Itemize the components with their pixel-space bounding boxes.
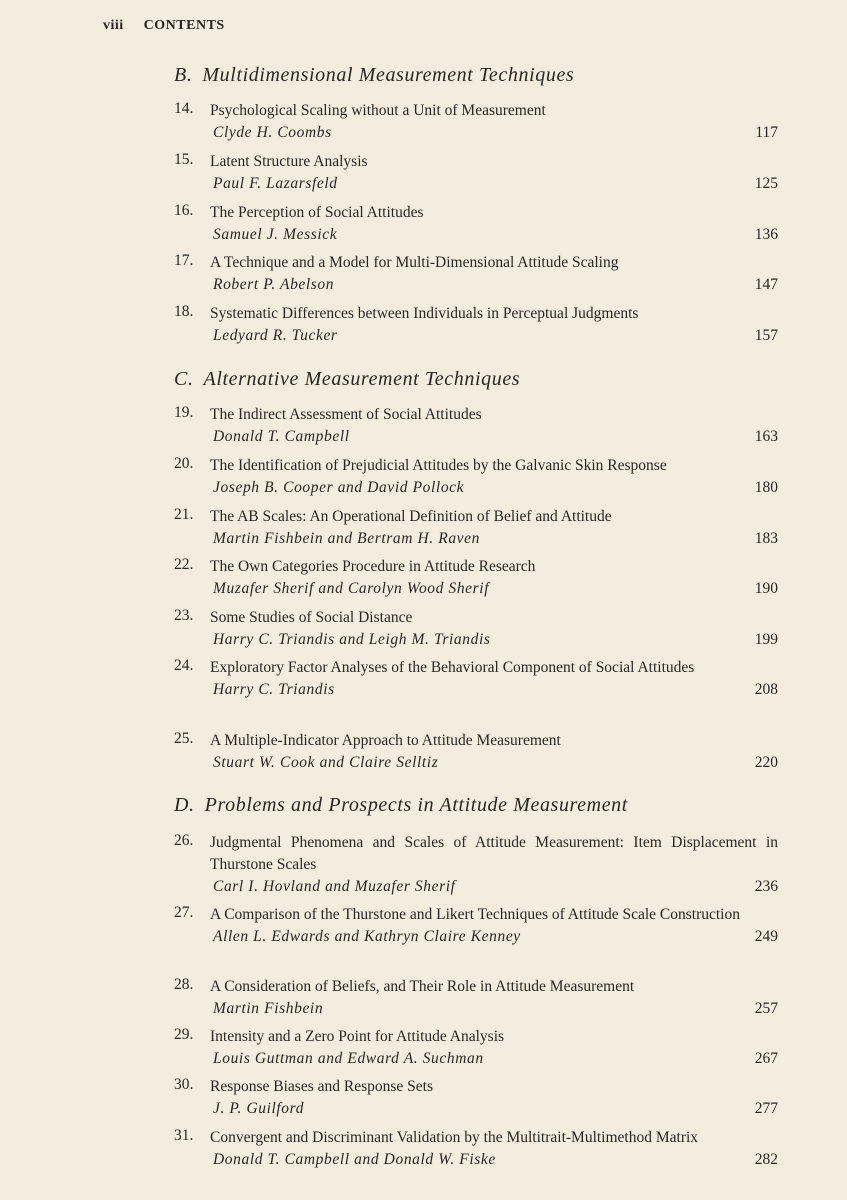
entry-page-number: 147 xyxy=(754,276,778,293)
entry-author-line xyxy=(213,274,778,296)
toc-entry[interactable] xyxy=(174,404,778,448)
entry-page-number: 236 xyxy=(754,878,778,895)
toc-entry[interactable] xyxy=(174,151,778,195)
entry-number: 14. xyxy=(174,100,194,117)
entry-page-number: 257 xyxy=(754,1000,778,1017)
entry-title: Latent Structure Analysis xyxy=(210,153,368,170)
entry-number: 15. xyxy=(174,151,194,168)
entry-page-number: 220 xyxy=(754,754,778,771)
entry-number: 16. xyxy=(174,202,194,219)
entry-number: 18. xyxy=(174,303,194,320)
entry-author: Martin Fishbein and Bertram H. Raven xyxy=(213,530,480,547)
section-title: Alternative Measurement Techniques xyxy=(203,368,521,390)
toc-entry[interactable] xyxy=(174,657,778,701)
toc-entry[interactable] xyxy=(174,252,778,296)
entry-author-line xyxy=(213,224,778,246)
section-letter: D. xyxy=(174,794,195,816)
entry-author: Allen L. Edwards and Kathryn Claire Kenney xyxy=(213,928,521,945)
entry-number: 30. xyxy=(174,1076,194,1093)
entry-author: Martin Fishbein xyxy=(213,1000,324,1017)
entry-author-line xyxy=(213,325,778,347)
section-title: Multidimensional Measurement Techniques xyxy=(202,64,575,86)
toc-entry[interactable] xyxy=(174,976,778,1020)
entry-author: Muzafer Sherif and Carolyn Wood Sherif xyxy=(213,580,490,597)
entry-author-line xyxy=(213,998,778,1020)
entry-page-number: 208 xyxy=(754,681,778,698)
entry-author: Carl I. Hovland and Muzafer Sherif xyxy=(213,878,456,895)
entry-author-line xyxy=(213,578,778,600)
toc-entry[interactable] xyxy=(174,832,778,898)
toc-entry[interactable] xyxy=(174,455,778,499)
entry-title: A Comparison of the Thurstone and Likert Techniques of Attitude Scale Construction xyxy=(210,906,740,923)
entry-author-line xyxy=(213,122,778,144)
entry-title: The Own Categories Procedure in Attitude Research xyxy=(210,558,536,575)
entry-author-line xyxy=(213,752,778,774)
entry-author: Paul F. Lazarsfeld xyxy=(213,175,338,192)
entry-title: Judgmental Phenomena and Scales of Attitude Measurement: Item Displacement in Thurstone Scales xyxy=(210,834,778,873)
entry-author-line xyxy=(213,1048,778,1070)
entry-number: 24. xyxy=(174,657,194,674)
entry-number: 21. xyxy=(174,506,194,523)
entry-title: Convergent and Discriminant Validation by the Multitrait-Multimethod Matrix xyxy=(210,1129,699,1146)
entry-number: 17. xyxy=(174,252,194,269)
toc-entry[interactable] xyxy=(174,202,778,246)
entry-author-line xyxy=(213,1149,778,1171)
entry-number: 26. xyxy=(174,832,194,849)
entry-author: Donald T. Campbell and Donald W. Fiske xyxy=(213,1151,496,1168)
entry-page-number: 117 xyxy=(755,124,778,141)
entry-title: Systematic Differences between Individuals in Perceptual Judgments xyxy=(210,305,639,322)
entry-author: Joseph B. Cooper and David Pollock xyxy=(213,479,465,496)
section-heading xyxy=(174,368,520,391)
entry-title: A Technique and a Model for Multi-Dimensional Attitude Scaling xyxy=(210,254,619,271)
entry-author: Robert P. Abelson xyxy=(213,276,335,293)
entry-title: Exploratory Factor Analyses of the Behavioral Component of Social Attitudes xyxy=(210,659,695,676)
toc-entry[interactable] xyxy=(174,1026,778,1070)
entry-page-number: 199 xyxy=(754,631,778,648)
running-head-page-number: viii xyxy=(103,18,124,33)
entry-author-line xyxy=(213,876,778,898)
entry-author-line xyxy=(213,477,778,499)
entry-page-number: 136 xyxy=(754,226,778,243)
toc-entry[interactable] xyxy=(174,1127,778,1171)
entry-number: 19. xyxy=(174,404,194,421)
entry-page-number: 249 xyxy=(754,928,778,945)
section-title: Problems and Prospects in Attitude Measurement xyxy=(204,794,628,816)
entry-title: A Consideration of Beliefs, and Their Role in Attitude Measurement xyxy=(210,978,635,995)
entry-author-line xyxy=(213,629,778,651)
entry-number: 31. xyxy=(174,1127,194,1144)
entry-title: The Indirect Assessment of Social Attitudes xyxy=(210,406,482,423)
entry-page-number: 267 xyxy=(754,1050,778,1067)
entry-author-line xyxy=(213,173,778,195)
toc-entry[interactable] xyxy=(174,100,778,144)
entry-title: Response Biases and Response Sets xyxy=(210,1078,434,1095)
entry-page-number: 277 xyxy=(754,1100,778,1117)
running-head xyxy=(103,18,225,34)
entry-number: 29. xyxy=(174,1026,194,1043)
section-letter: C. xyxy=(174,368,194,390)
entry-author: Donald T. Campbell xyxy=(213,428,350,445)
entry-page-number: 180 xyxy=(754,479,778,496)
entry-author-line xyxy=(213,1098,778,1120)
entry-author-line xyxy=(213,426,778,448)
entry-author: Harry C. Triandis and Leigh M. Triandis xyxy=(213,631,491,648)
toc-entry[interactable] xyxy=(174,730,778,774)
entry-title: Some Studies of Social Distance xyxy=(210,609,413,626)
entry-title: The Perception of Social Attitudes xyxy=(210,204,424,221)
entry-author: Ledyard R. Tucker xyxy=(213,327,338,344)
entry-author: Stuart W. Cook and Claire Selltiz xyxy=(213,754,439,771)
toc-entry[interactable] xyxy=(174,506,778,550)
entry-page-number: 125 xyxy=(754,175,778,192)
running-head-title: CONTENTS xyxy=(143,18,225,33)
entry-page-number: 163 xyxy=(754,428,778,445)
section-heading xyxy=(174,64,574,87)
entry-title: Psychological Scaling without a Unit of Measurement xyxy=(210,102,546,119)
entry-title: The AB Scales: An Operational Definition of Belief and Attitude xyxy=(210,508,612,525)
entry-number: 27. xyxy=(174,904,194,921)
entry-author: Samuel J. Messick xyxy=(213,226,338,243)
toc-entry[interactable] xyxy=(174,303,778,347)
section-letter: B. xyxy=(174,64,193,86)
entry-number: 28. xyxy=(174,976,194,993)
section-heading xyxy=(174,794,628,817)
entry-page-number: 157 xyxy=(754,327,778,344)
entry-page-number: 282 xyxy=(754,1151,778,1168)
entry-author: Harry C. Triandis xyxy=(213,681,335,698)
entry-title: The Identification of Prejudicial Attitudes by the Galvanic Skin Response xyxy=(210,457,667,474)
entry-page-number: 190 xyxy=(754,580,778,597)
entry-title: A Multiple-Indicator Approach to Attitude Measurement xyxy=(210,732,561,749)
entry-author-line xyxy=(213,679,778,701)
toc-entry[interactable] xyxy=(174,1076,778,1120)
entry-number: 22. xyxy=(174,556,194,573)
entry-author: J. P. Guilford xyxy=(213,1100,305,1117)
toc-entry[interactable] xyxy=(174,607,778,651)
toc-entry[interactable] xyxy=(174,556,778,600)
entry-author: Louis Guttman and Edward A. Suchman xyxy=(213,1050,484,1067)
entry-author: Clyde H. Coombs xyxy=(213,124,332,141)
entry-author-line xyxy=(213,926,778,948)
entry-number: 23. xyxy=(174,607,194,624)
entry-number: 25. xyxy=(174,730,194,747)
entry-page-number: 183 xyxy=(754,530,778,547)
toc-entry[interactable] xyxy=(174,904,778,948)
entry-title: Intensity and a Zero Point for Attitude Analysis xyxy=(210,1028,505,1045)
entry-number: 20. xyxy=(174,455,194,472)
entry-author-line xyxy=(213,528,778,550)
